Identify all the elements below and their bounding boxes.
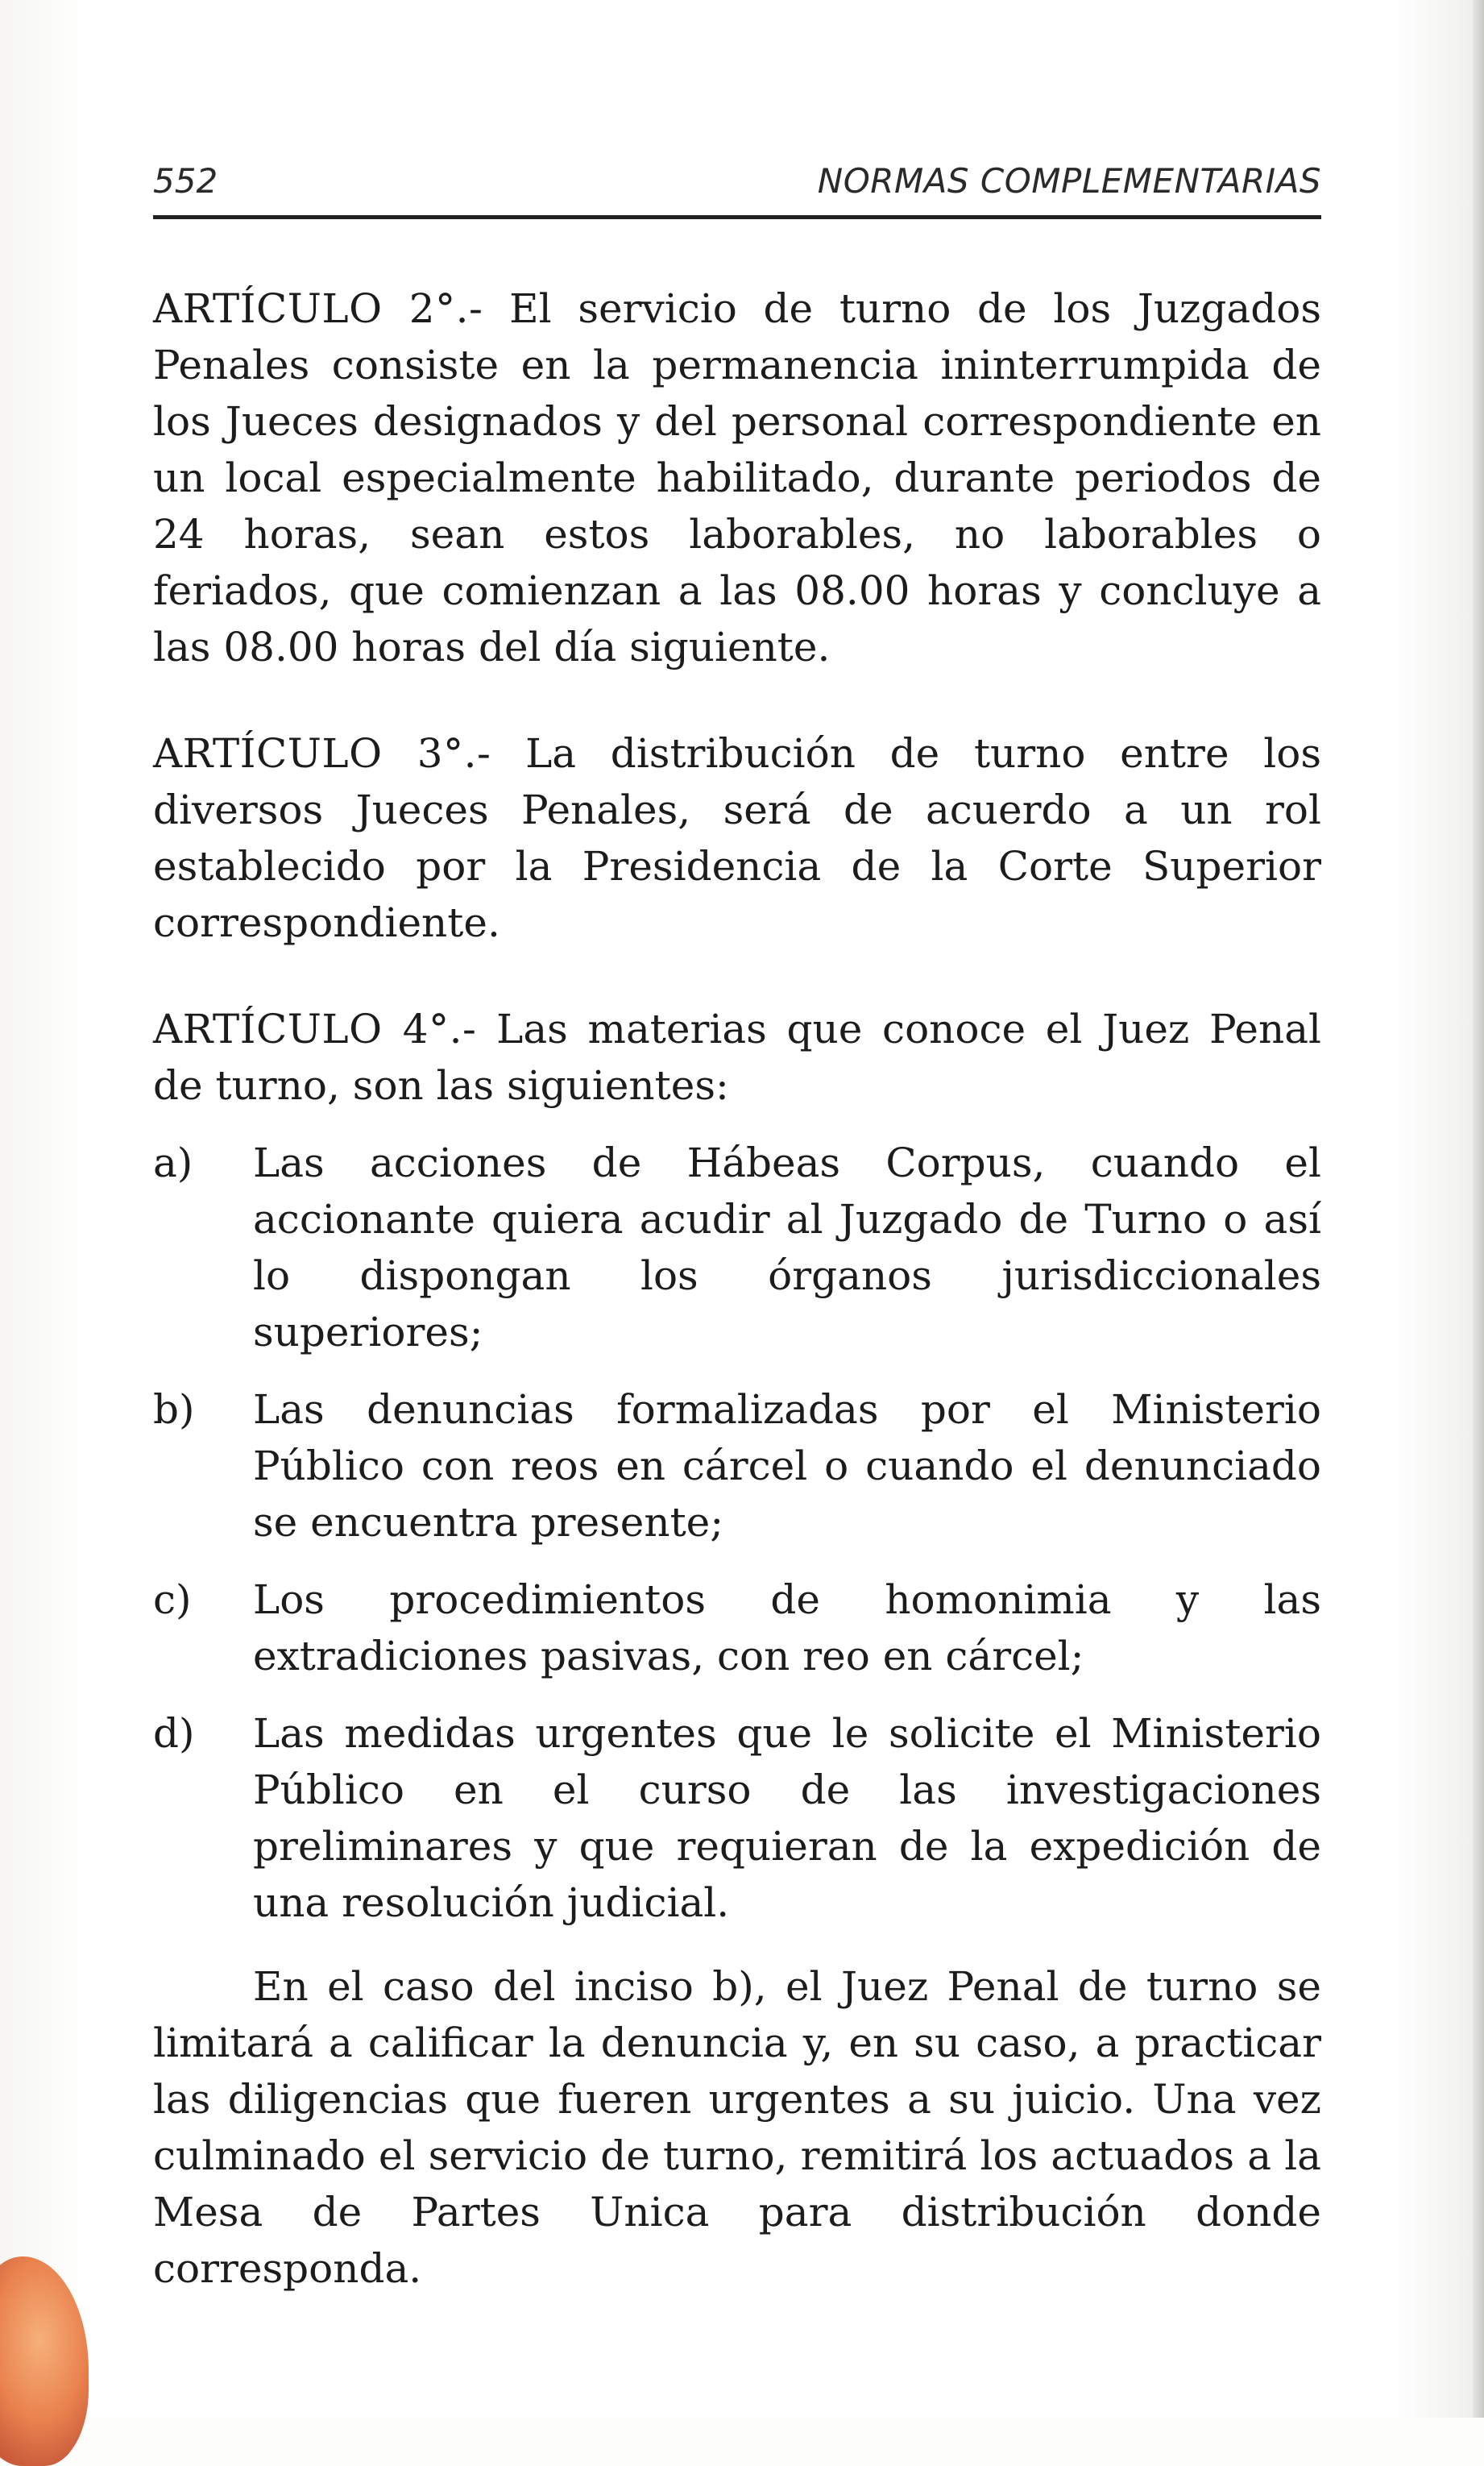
list-item-text: Las denuncias formalizadas por el Ministerio Público con reos en cárcel o cuando el denunciado se encuentra presente; xyxy=(253,1386,1321,1546)
list-item-text: Las acciones de Hábeas Corpus, cuando el accionante quiera acudir al Juzgado de Turno o así lo dispongan los órganos jurisdiccionales superiores; xyxy=(253,1140,1321,1355)
running-head: NORMAS COMPLEMENTARIAS xyxy=(817,161,1321,201)
page-edge xyxy=(1473,0,1484,2418)
list-item xyxy=(153,1705,1321,1931)
article-3 xyxy=(153,725,1321,951)
thumb-photo xyxy=(0,2256,89,2466)
article-2-text: El servicio de turno de los Juzgados Penales consiste en la permanencia ininterrumpida de los Jueces designados y del personal correspondiente en un local especialmente habilitado, durante periodos de 24 horas, sean estos laborables, no laborables o feriados, que comienzan a las 08.00 horas y concluye a las 08.00 horas del día siguiente. xyxy=(153,285,1321,670)
page-header xyxy=(153,161,1321,213)
list-marker: d) xyxy=(153,1710,195,1757)
list-item xyxy=(153,1571,1321,1684)
article-3-label: ARTÍCULO 3°.- xyxy=(153,730,491,777)
article-3-text: La distribución de turno entre los diversos Jueces Penales, será de acuerdo a un rol establecido por la Presidencia de la Corte Superior correspondiente. xyxy=(153,730,1322,946)
header-rule xyxy=(153,215,1321,219)
article-4 xyxy=(153,1001,1321,1114)
list-item-text: Las medidas urgentes que le solicite el Ministerio Público en el curso de las investigaciones preliminares y que requieran de la expedición de una resolución judicial. xyxy=(253,1710,1321,1926)
list-marker: c) xyxy=(153,1576,192,1623)
list-item xyxy=(153,1381,1321,1551)
article-4-label: ARTÍCULO 4°.- xyxy=(153,1006,477,1052)
list-marker: b) xyxy=(153,1386,195,1433)
article-2 xyxy=(153,280,1321,675)
page-body xyxy=(153,280,1321,2297)
list-marker: a) xyxy=(153,1140,193,1186)
article-2-label: ARTÍCULO 2°.- xyxy=(153,285,483,332)
page-number: 552 xyxy=(153,161,218,201)
article-4-closing: En el caso del inciso b), el Juez Penal de turno se limitará a calificar la denuncia y, en su caso, a practicar las diligencias que fueren urgentes a su juicio. Una vez culminado el servicio de turno, remitirá los actuados a la Mesa de Partes Unica para distribución donde corresponda. xyxy=(153,1963,1321,2292)
article-4-text: Las materias que conoce el Juez Penal de turno, son las siguientes: xyxy=(153,1006,1321,1109)
article-4-list xyxy=(153,1135,1321,1931)
list-item-text: Los procedimientos de homonimia y las extradiciones pasivas, con reo en cárcel; xyxy=(253,1576,1321,1679)
list-item xyxy=(153,1135,1321,1360)
